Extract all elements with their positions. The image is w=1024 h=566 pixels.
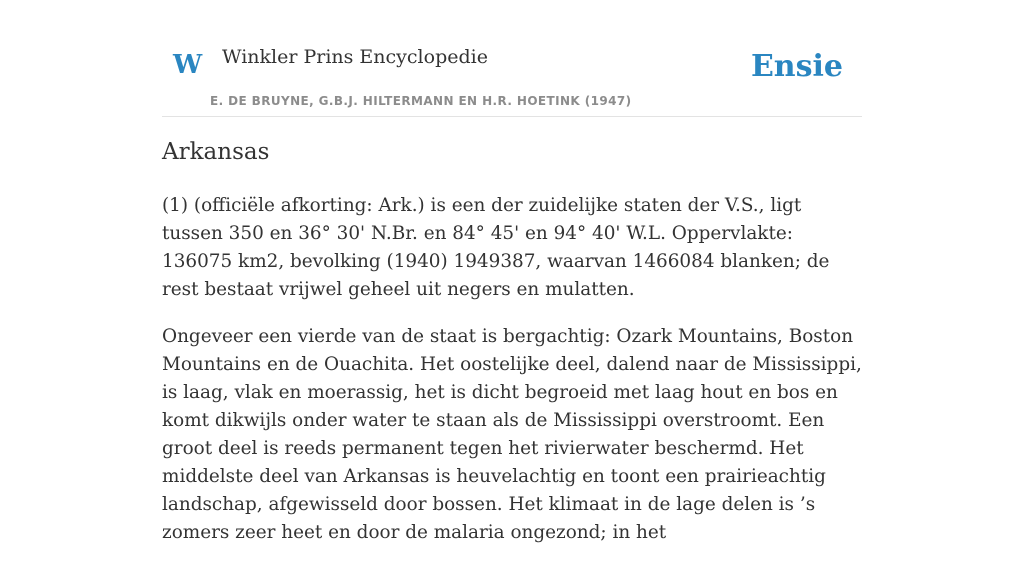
article-paragraph-2: Ongeveer een vierde van de staat is bergachtig: Ozark Mountains, Boston Mountains en de Ouachita. Het oostelijke deel, dalend naar de Mississippi, is laag, vlak en moerassig, het is dicht begroeid met laag hout en bos en komt dikwijls onder water te staan als de Mississippi overstroomt. Een groot deel is reeds permanent tegen het rivierwater beschermd. Het middelste deel van Arkansas is heuvelachtig en toont een prairieachtig landschap, afgewisseld door bossen. Het klimaat in de lage delen is ’s zomers zeer heet en door de malaria ongezond; in het	[162, 326, 862, 543]
work-title-link[interactable]: Winkler Prins Encyclopedie	[222, 46, 488, 68]
winkler-prins-logo[interactable]: W	[173, 50, 203, 80]
ensie-brand-logo[interactable]: Ensie	[750, 49, 843, 84]
article-paragraph-1: (1) (officiële afkorting: Ark.) is een der zuidelijke staten der V.S., ligt tussen 350 en 36° 30' N.Br. en 84° 45' en 94° 40' W.L. Oppervlakte: 136075 km2, bevolking (1940) 1949387, waarvan 1466084 blanken; de rest bestaat vrijwel geheel uit negers en mulatten.	[162, 195, 830, 300]
article-body	[162, 192, 867, 566]
authors-byline: E. DE BRUYNE, G.B.J. HILTERMANN EN H.R. HOETINK (1947)	[210, 94, 632, 108]
site-header	[162, 0, 862, 117]
article-title: Arkansas	[162, 139, 270, 165]
